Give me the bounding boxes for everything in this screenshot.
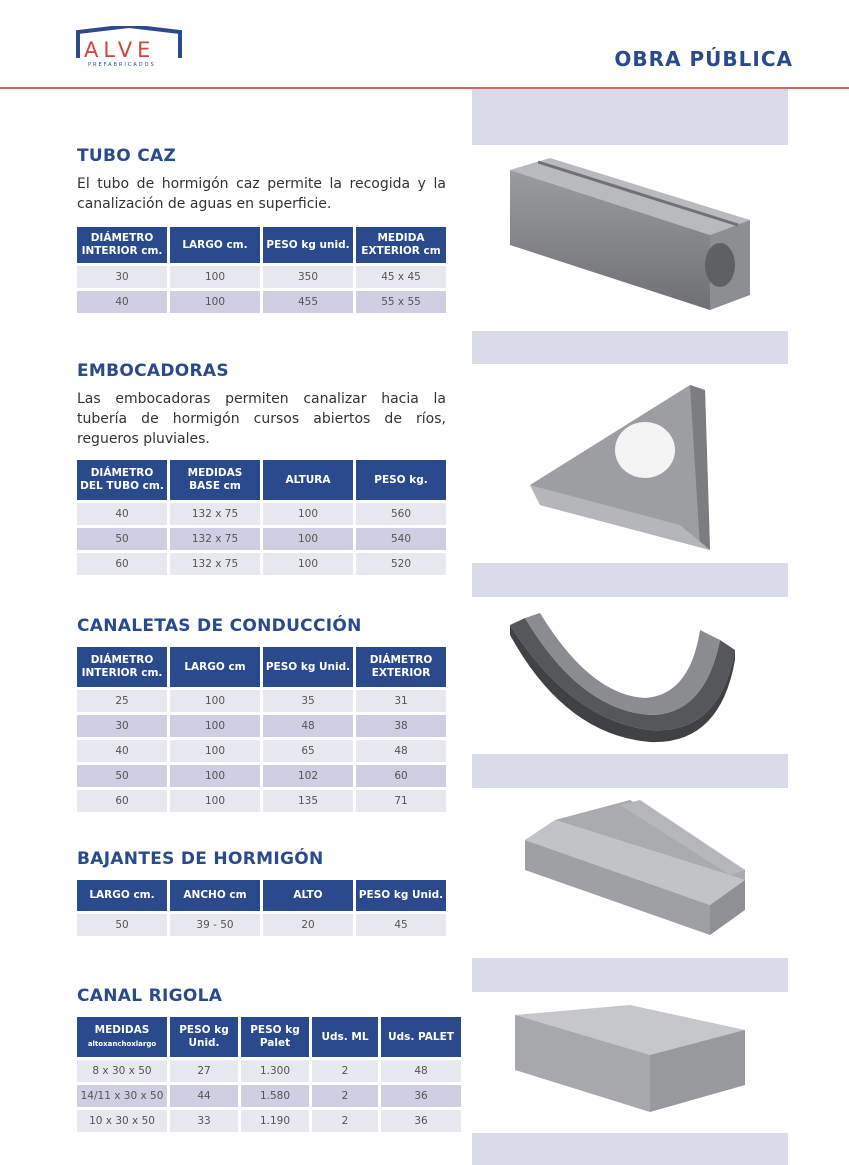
column-header: LARGO cm [170, 647, 260, 687]
alve-logo [76, 26, 182, 70]
table-cell: 100 [170, 765, 260, 787]
column-header: DIÁMETRO EXTERIOR [356, 647, 446, 687]
column-header: DIÁMETRO DEL TUBO cm. [77, 460, 167, 500]
table-cell: 36 [381, 1110, 461, 1132]
section-embocadoras [77, 361, 446, 578]
table-row [77, 553, 446, 575]
table-cell: 60 [356, 765, 446, 787]
table-row [77, 765, 446, 787]
image-band [472, 89, 788, 145]
column-header: PESO kg unid. [263, 227, 353, 263]
table-cell: 36 [381, 1085, 461, 1107]
table-cell: 455 [263, 291, 353, 313]
table-row [77, 1110, 461, 1132]
table-cell: 1.580 [241, 1085, 309, 1107]
table-cell: 2 [312, 1085, 378, 1107]
table-cell: 48 [356, 740, 446, 762]
logo-text: ALVE [84, 38, 156, 62]
table-cell: 44 [170, 1085, 238, 1107]
table-cell: 38 [356, 715, 446, 737]
table-row [77, 740, 446, 762]
image-band [472, 1133, 788, 1165]
image-band [472, 754, 788, 788]
table-cell: 100 [263, 553, 353, 575]
table-cell: 100 [170, 740, 260, 762]
table-cell: 100 [170, 790, 260, 812]
column-header [77, 1017, 167, 1057]
table-cell: 39 - 50 [170, 914, 260, 936]
column-header: MEDIDA EXTERIOR cm [356, 227, 446, 263]
table-row [77, 528, 446, 550]
spec-table [74, 877, 449, 939]
table-cell: 48 [263, 715, 353, 737]
section-title: BAJANTES DE HORMIGÓN [77, 849, 324, 869]
table-cell: 8 x 30 x 50 [77, 1060, 167, 1082]
section-canaletas [77, 616, 446, 815]
section-title: EMBOCADORAS [77, 361, 229, 381]
table-cell: 100 [170, 266, 260, 288]
canaleta-image [480, 610, 780, 745]
column-header: DIÁMETRO INTERIOR cm. [77, 647, 167, 687]
column-header: PESO kg. [356, 460, 446, 500]
section-title: TUBO CAZ [77, 146, 177, 166]
table-cell: 1.190 [241, 1110, 309, 1132]
table-cell: 20 [263, 914, 353, 936]
table-cell: 31 [356, 690, 446, 712]
section-description: Las embocadoras permiten canalizar hacia la tubería de hormigón cursos abiertos de ríos, regueros pluviales. [77, 391, 446, 447]
table-cell: 45 x 45 [356, 266, 446, 288]
table-cell: 135 [263, 790, 353, 812]
table-cell: 27 [170, 1060, 238, 1082]
table-cell: 60 [77, 790, 167, 812]
table-cell: 2 [312, 1110, 378, 1132]
table-cell: 50 [77, 765, 167, 787]
table-cell: 71 [356, 790, 446, 812]
section-title: CANAL RIGOLA [77, 986, 223, 1006]
table-cell: 132 x 75 [170, 528, 260, 550]
column-header: ALTURA [263, 460, 353, 500]
section-title: CANALETAS DE CONDUCCIÓN [77, 616, 362, 636]
table-cell: 30 [77, 266, 167, 288]
table-cell: 55 x 55 [356, 291, 446, 313]
column-header-label: MEDIDAS [94, 1023, 150, 1036]
page-title: OBRA PÚBLICA [614, 47, 793, 71]
column-header: Uds. ML [312, 1017, 378, 1057]
table-cell: 520 [356, 553, 446, 575]
section-canal-rigola [77, 986, 454, 1135]
section-tubo-caz [77, 146, 446, 316]
table-cell: 14/11 x 30 x 50 [77, 1085, 167, 1107]
table-cell: 560 [356, 503, 446, 525]
table-row [77, 1085, 461, 1107]
column-header: PESO kg Unid. [356, 880, 446, 911]
table-row [77, 266, 446, 288]
column-header-sublabel: altoxanchoxlargo [87, 1039, 157, 1048]
spec-table [74, 1014, 464, 1135]
embocadora-image [480, 375, 780, 555]
column-header: LARGO cm. [170, 227, 260, 263]
column-header: LARGO cm. [77, 880, 167, 911]
column-header: Uds. PALET [381, 1017, 461, 1057]
column-header: ALTO [263, 880, 353, 911]
table-cell: 132 x 75 [170, 503, 260, 525]
table-row [77, 790, 446, 812]
bajante-image [480, 800, 780, 950]
table-row [77, 690, 446, 712]
table-cell: 50 [77, 914, 167, 936]
column-header: MEDIDAS BASE cm [170, 460, 260, 500]
spec-table [74, 644, 449, 815]
table-cell: 33 [170, 1110, 238, 1132]
table-cell: 1.300 [241, 1060, 309, 1082]
image-band [472, 958, 788, 992]
table-row [77, 291, 446, 313]
column-header: ANCHO cm [170, 880, 260, 911]
table-cell: 25 [77, 690, 167, 712]
table-cell: 10 x 30 x 50 [77, 1110, 167, 1132]
spec-table [74, 224, 449, 316]
table-cell: 100 [170, 690, 260, 712]
spec-table [74, 457, 449, 578]
table-cell: 132 x 75 [170, 553, 260, 575]
table-row [77, 715, 446, 737]
image-band [472, 331, 788, 364]
table-cell: 100 [263, 503, 353, 525]
table-cell: 40 [77, 740, 167, 762]
column-header: PESO kg Unid. [263, 647, 353, 687]
table-cell: 35 [263, 690, 353, 712]
table-cell: 102 [263, 765, 353, 787]
table-cell: 65 [263, 740, 353, 762]
column-header: PESO kg Palet [241, 1017, 309, 1057]
table-cell: 50 [77, 528, 167, 550]
image-band [472, 563, 788, 597]
section-bajantes [77, 849, 446, 939]
table-cell: 2 [312, 1060, 378, 1082]
table-cell: 40 [77, 503, 167, 525]
table-cell: 100 [263, 528, 353, 550]
table-cell: 40 [77, 291, 167, 313]
table-cell: 350 [263, 266, 353, 288]
column-header: PESO kg Unid. [170, 1017, 238, 1057]
section-description: El tubo de hormigón caz permite la recogida y la canalización de aguas en superficie. [77, 176, 446, 212]
table-cell: 45 [356, 914, 446, 936]
table-cell: 100 [170, 715, 260, 737]
column-header: DIÁMETRO INTERIOR cm. [77, 227, 167, 263]
table-cell: 48 [381, 1060, 461, 1082]
table-row [77, 1060, 461, 1082]
table-cell: 540 [356, 528, 446, 550]
table-cell: 100 [170, 291, 260, 313]
table-row [77, 503, 446, 525]
tubo-caz-image [480, 150, 780, 320]
logo-subtext: PREFABRICADOS [88, 62, 156, 68]
table-row [77, 914, 446, 936]
canal-rigola-image [480, 1000, 780, 1120]
table-cell: 60 [77, 553, 167, 575]
table-cell: 30 [77, 715, 167, 737]
